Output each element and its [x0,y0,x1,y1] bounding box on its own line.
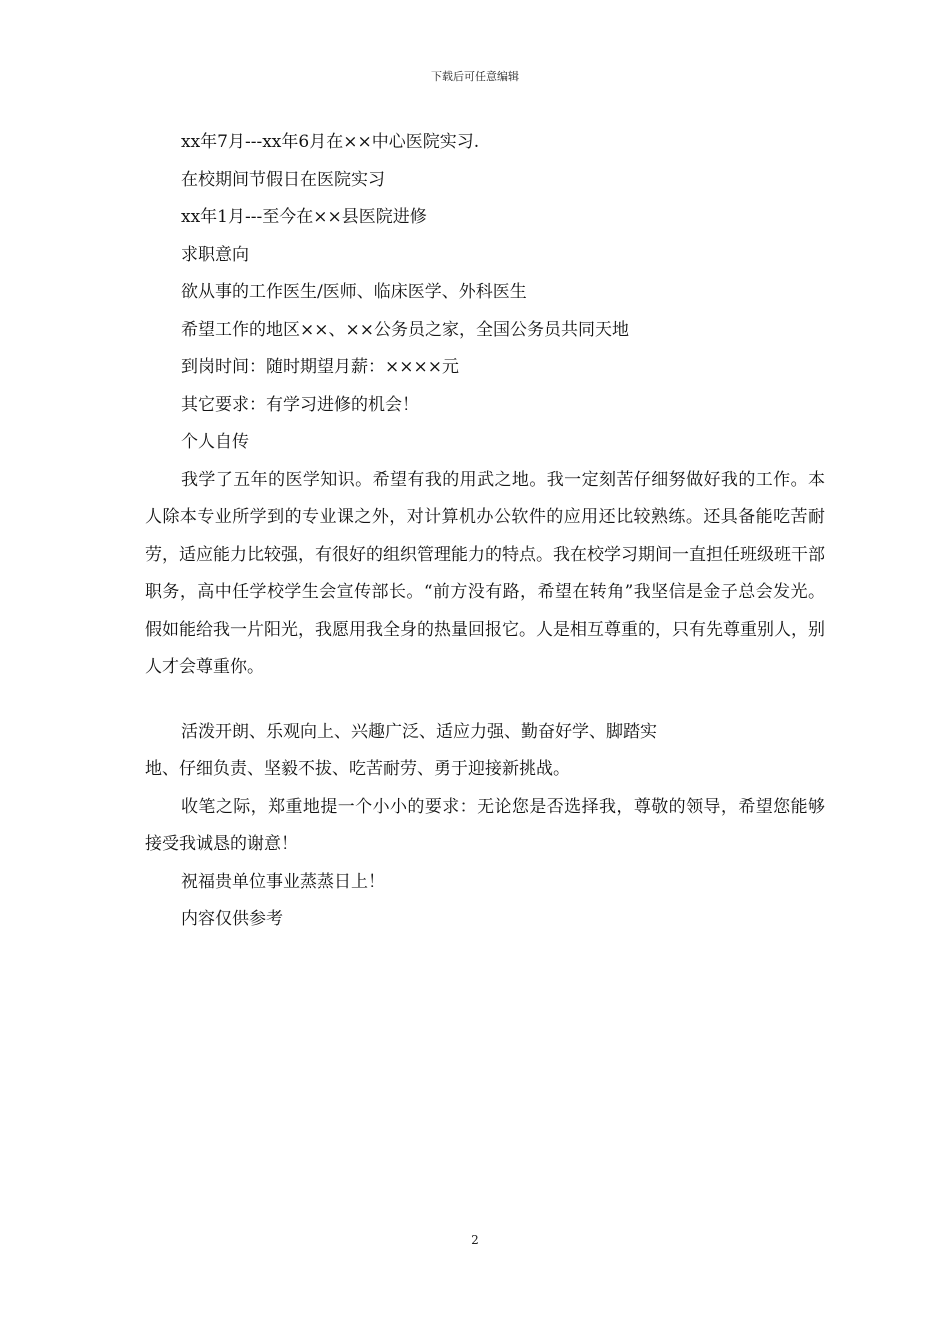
desired-region-line: 希望工作的地区××、××公务员之家，全国公务员共同天地 [181,319,629,340]
traits-line-1: 活泼开朗、乐观向上、兴趣广泛、适应力强、勤奋好学、脚踏实 [181,721,657,742]
training-line: xx年1月---至今在××县医院进修 [181,207,427,227]
closing-request-paragraph: 收笔之际，郑重地提一个小小的要求：无论您是否选择我，尊敬的领导，希望您能够接受我诚恳的谢意！ [145,796,825,854]
autobiography-paragraph: 我学了五年的医学知识。希望有我的用武之地。我一定刻苦仔细努做好我的工作。本人除本专业所学到的专业课之外，对计算机办公软件的应用还比较熟练。还具备能吃苦耐劳，适应能力比较强，有很好的组织管理能力的特点。我在校学习期间一直担任班级班干部职务，高中任学校学生会宣传部长。“前方没有路，希望在转角”我坚信是金子总会发光。假如能给我一片阳光，我愿用我全身的热量回报它。人是相互尊重的，只有先尊重别人，别人才会尊重你。 [145,469,825,677]
document-body [145,124,825,939]
page-number: 2 [471,1233,479,1247]
availability-salary-line: 到岗时间：随时期望月薪：××××元 [181,357,459,377]
traits-line-2: 地、仔细负责、坚毅不拔、吃苦耐劳、勇于迎接新挑战。 [145,759,570,779]
autobiography-heading: 个人自传 [181,432,249,452]
page-header: 下载后可任意编辑 [431,70,519,83]
internship-line-2: 在校期间节假日在医院实习 [181,169,385,190]
desired-position-line: 欲从事的工作医生/医师、临床医学、外科医生 [181,282,527,302]
job-intention-heading: 求职意向 [181,244,249,265]
reference-note-line: 内容仅供参考 [181,909,283,929]
blessing-line: 祝福贵单位事业蒸蒸日上！ [181,871,385,892]
other-requirements-line: 其它要求：有学习进修的机会！ [181,394,419,415]
paragraph-gap [145,687,825,714]
internship-line-1: xx年7月---xx年6月在××中心医院实习. [181,132,480,152]
